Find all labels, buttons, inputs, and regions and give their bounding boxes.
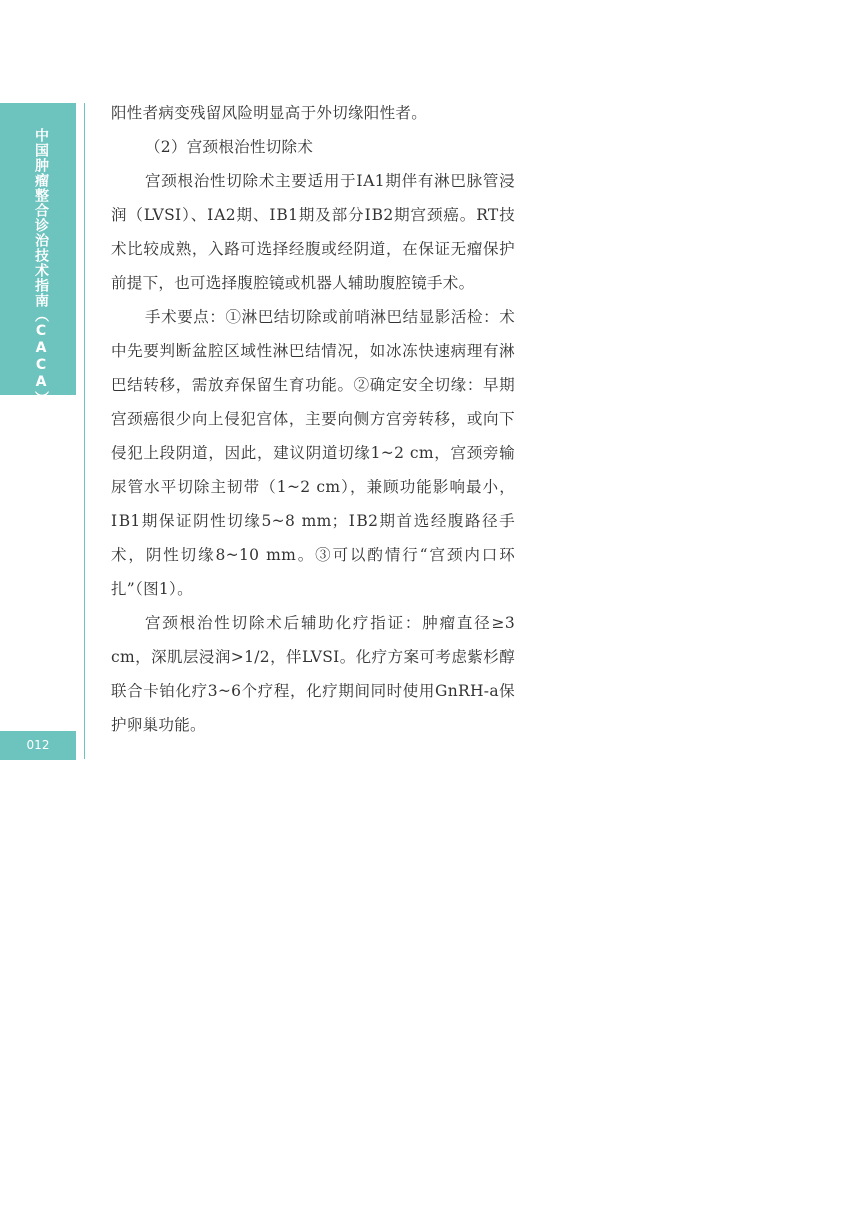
paragraph-adjuvant-chemo: 宫颈根治性切除术后辅助化疗指证：肿瘤直径≥3 cm，深肌层浸润>1/2，伴LVSI。化疗方案可考虑紫杉醇联合卡铂化疗3~6个疗程，化疗期间同时使用GnRH-a保护卵巢功能。 — [111, 614, 515, 734]
page-number: 012 — [26, 738, 50, 752]
paragraph-continuation: 阳性者病变残留风险明显高于外切缘阳性者。 — [111, 104, 428, 122]
paragraph-indications: 宫颈根治性切除术主要适用于ⅠA1期伴有淋巴脉管浸润（LVSI）、ⅠA2期、ⅠB1期及部分ⅠB2期宫颈癌。RT技术比较成熟，入路可选择经腹或经阴道，在保证无瘤保护前提下，也可选择腹腔镜或机器人辅助腹腔镜手术。 — [111, 172, 515, 292]
document-body — [111, 96, 515, 742]
margin-rule — [84, 103, 85, 759]
sidebar-guide-title: 中国肿瘤整合诊治技术指南（CACA） — [33, 128, 49, 406]
section-heading: （2）宫颈根治性切除术 — [145, 138, 314, 156]
paragraph-surgical-points: 手术要点：①淋巴结切除或前哨淋巴结显影活检：术中先要判断盆腔区域性淋巴结情况，如冰冻快速病理有淋巴结转移，需放弃保留生育功能。②确定安全切缘：早期宫颈癌很少向上侵犯宫体，主要向侧方宫旁转移，或向下侵犯上段阴道，因此，建议阴道切缘1~2 cm，宫颈旁输尿管水平切除主韧带（1~2 cm），兼顾功能影响最小，ⅠB1期保证阴性切缘5~8 mm；ⅠB2期首选经腹路径手术，阴性切缘8~10 mm。③可以酌情行“宫颈内口环扎”（图1）。 — [111, 308, 515, 598]
